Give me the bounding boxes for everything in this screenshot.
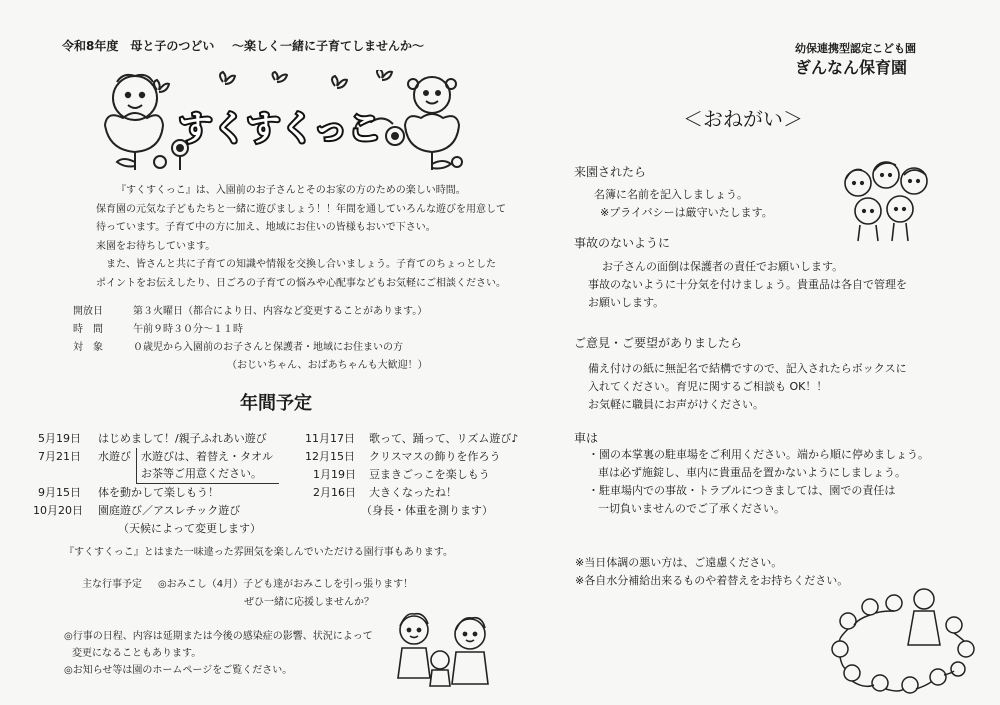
notices <box>64 628 373 679</box>
section-body: お子さんの面倒は保護者の責任でお願いします。 事故のないように十分気を付けましょう。貴重品は各自で管理を お願いします。 <box>588 260 907 309</box>
sukusuku-logo-illustration <box>95 70 465 175</box>
logo-text: すくすくっこ <box>178 109 382 149</box>
schedule-note: （天候によって変更します） <box>118 522 261 535</box>
schedule-item: 9月15日 体を動かして楽しもう！ <box>38 486 219 499</box>
notice-line: ◎行事の日程、内容は延期または今後の感染症の影響、状況によって <box>64 631 373 642</box>
section-heading: 車は <box>574 431 599 445</box>
intro-line: また、皆さんと共に子育ての知識や情報を交換し合いましょう。子育てのちょっとした <box>96 259 496 271</box>
notice-line: 変更になることもあります。 <box>72 648 202 659</box>
section-body: ・園の本掌裏の駐車場をご利用ください。端から順に停めましょう。 車は必ず施錠し、車内に貴重品を置かないようにしましょう。 ・駐車場内での事故・トラブルにつきましては、園での責任は 一切負いませんのでご了承ください。 <box>588 448 929 515</box>
schedule-title: 年間予定 <box>240 393 312 414</box>
org-type: 幼保連携型認定こども園 <box>795 42 916 55</box>
schedule-note: （身長・体重を測ります） <box>361 504 493 517</box>
intro-line: 来園をお待ちしています。 <box>96 240 216 252</box>
schedule-item: 2月16日 大きくなったね！ <box>313 486 457 499</box>
event-note: 『すくすくっこ』とはまた一味違った雰囲気を楽しんでいただける園行事もあります。 <box>64 547 453 558</box>
children-group-illustration <box>838 155 938 245</box>
section-body: 名簿に名前を記入しましょう。 ※プライバシーは厳守いたします。 <box>594 188 773 219</box>
intro-line: 『すくすくっこ』は、入園前のお子さんとそのお家の方のための楽しい時間。 <box>116 185 466 196</box>
main-events-item: ◎おみこし（4月）子ども達がおみこしを引っ張ります！ <box>158 579 414 590</box>
schedule-item: 10月20日 園庭遊び／アスレチック遊び <box>33 504 241 517</box>
schedule-item: 5月19日 はじめまして！/親子ふれあい遊び <box>38 432 267 445</box>
water-play-note: 水遊びは、着替え・タオル お茶等ご用意ください。 <box>136 448 279 484</box>
intro-line: ポイントをお伝えしたり、日ごろの子育ての悩みや心配事などもお気軽にご相談ください。 <box>96 277 506 289</box>
children-circle-illustration <box>828 585 978 697</box>
intro-line: 待っています。子育て中の方に加え、地域にお住いの皆様もおいで下さい。 <box>96 222 436 234</box>
schedule-left <box>33 430 298 540</box>
details-note: （おじいちゃん、おばあちゃんも大歓迎！） <box>227 360 428 371</box>
onegai-title: ＜おねがい＞ <box>683 107 803 131</box>
children-illustration-left <box>392 608 502 690</box>
year-title: 令和8年度 母と子のつどい <box>62 39 215 53</box>
schedule-item: 12月15日 クリスマスの飾りを作ろう <box>305 450 501 463</box>
detail-row: 時 間 午前９時３０分～１１時 <box>73 324 243 335</box>
schedule-right <box>305 430 535 540</box>
section-body: 備え付けの紙に無記名で結構ですので、記入されたらボックスに 入れてください。育児に関するご相談も OK！！ お気軽に職員にお声がけください。 <box>588 362 907 411</box>
intro-paragraph <box>96 182 506 294</box>
schedule-item: 11月17日 歌って、踊って、リズム遊び♪ <box>305 432 519 445</box>
org-name: ぎんなん保育園 <box>795 58 908 77</box>
schedule-item: 7月21日 水遊び <box>38 450 131 463</box>
main-events-label: 主な行事予定 <box>82 579 142 590</box>
section-heading: 来園されたら <box>574 165 647 179</box>
detail-row: 対 象 ０歳児から入園前のお子さんと保護者・地域にお住まいの方 <box>73 342 403 353</box>
footer-notes: ※当日体調の悪い方は、ご遠慮ください。 ※各自水分補給出来るものや着替えをお持ちください。 <box>575 556 849 587</box>
notice-line: ◎お知らせ等は園のホームページをご覧ください。 <box>64 665 293 676</box>
details-list <box>73 303 428 375</box>
schedule-item: 1月19日 豆まきごっこを楽しもう <box>313 468 490 481</box>
section-heading: 事故のないように <box>574 236 671 250</box>
intro-line: 保育園の元気な子どもたちと一緒に遊びましょう！！年間を通していろんな遊びを用意して <box>96 203 506 215</box>
header-subtitle: ～楽しく一緒に子育てしませんか～ <box>232 39 425 53</box>
main-events-item2: ぜひ一緒に応援しませんか？ <box>244 597 374 608</box>
section-heading: ご意見・ご要望がありましたら <box>574 336 743 350</box>
detail-row: 開放日 第３火曜日（都合により日、内容など変更することがあります。） <box>73 306 428 317</box>
